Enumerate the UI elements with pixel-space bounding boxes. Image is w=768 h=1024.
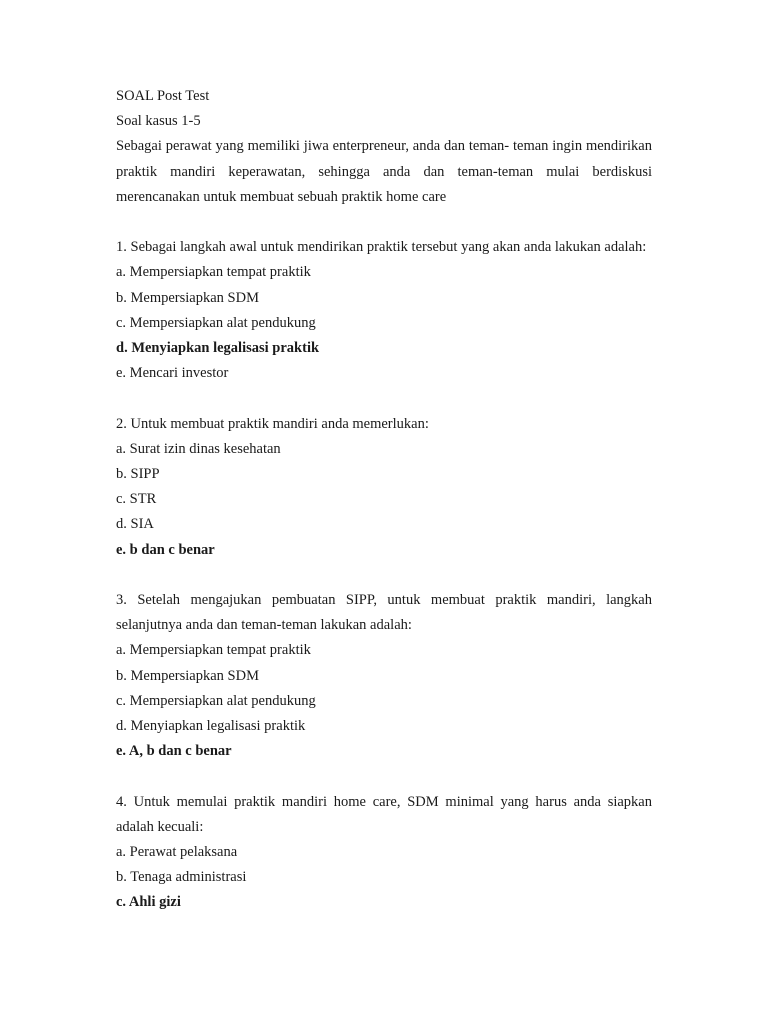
option-a: a. Mempersiapkan tempat praktik xyxy=(116,264,311,281)
option-e-answer: e. b dan c benar xyxy=(116,541,215,558)
spacer xyxy=(116,210,652,235)
option-b: b. Mempersiapkan SDM xyxy=(116,667,259,684)
option-e: e. Mencari investor xyxy=(116,365,229,382)
question-text: 2. Untuk membuat praktik mandiri anda memerlukan: xyxy=(116,415,429,432)
question-4 xyxy=(116,790,652,916)
document-subtitle: Soal kasus 1-5 xyxy=(116,113,201,130)
option-c: c. Mempersiapkan alat pendukung xyxy=(116,314,316,331)
question-3 xyxy=(116,588,652,764)
spacer xyxy=(116,764,652,789)
option-a: a. Perawat pelaksana xyxy=(116,844,238,861)
option-c: c. STR xyxy=(116,491,157,508)
document-title: SOAL Post Test xyxy=(116,88,210,104)
question-2 xyxy=(116,412,652,563)
document-page xyxy=(116,84,652,916)
option-b: b. SIPP xyxy=(116,466,160,483)
question-1 xyxy=(116,235,652,386)
option-d: d. Menyiapkan legalisasi praktik xyxy=(116,718,306,735)
option-a: a. Surat izin dinas kesehatan xyxy=(116,440,281,457)
option-c-answer: c. Ahli gizi xyxy=(116,894,181,911)
option-b: b. Mempersiapkan SDM xyxy=(116,289,259,306)
option-e-answer: e. A, b dan c benar xyxy=(116,743,232,760)
question-text: 3. Setelah mengajukan pembuatan SIPP, untuk membuat praktik mandiri, langkah selanjutnya anda dan teman-teman lakukan adalah: xyxy=(116,592,652,634)
option-b: b. Tenaga administrasi xyxy=(116,869,247,886)
spacer xyxy=(116,563,652,588)
spacer xyxy=(116,386,652,411)
question-text: 4. Untuk memulai praktik mandiri home care, SDM minimal yang harus anda siapkan adalah kecuali: xyxy=(116,793,652,835)
option-d-answer: d. Menyiapkan legalisasi praktik xyxy=(116,340,320,357)
option-d: d. SIA xyxy=(116,516,154,533)
option-a: a. Mempersiapkan tempat praktik xyxy=(116,642,311,659)
option-c: c. Mempersiapkan alat pendukung xyxy=(116,692,316,709)
question-text: 1. Sebagai langkah awal untuk mendirikan praktik tersebut yang akan anda lakukan adalah: xyxy=(116,239,647,256)
case-intro: Sebagai perawat yang memiliki jiwa enterpreneur, anda dan teman- teman ingin mendirikan praktik mandiri keperawatan, sehingga anda dan teman-teman mulai berdiskusi merencanakan untuk membuat sebuah praktik home care xyxy=(116,138,652,205)
